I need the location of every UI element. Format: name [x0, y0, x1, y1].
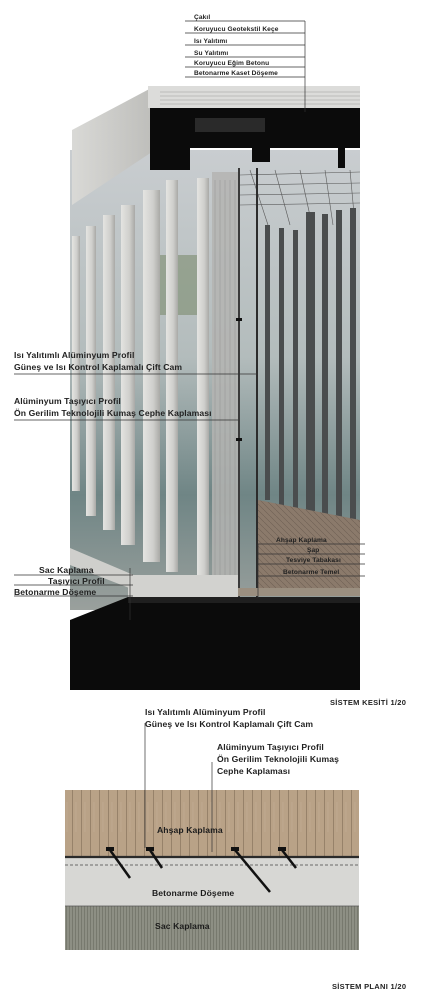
profile-clip — [236, 318, 242, 321]
slab-layer-label: Sac Kaplama — [39, 565, 94, 575]
facade-label-line1: Alüminyum Taşıyıcı Profil — [14, 396, 121, 406]
roof-insulation — [195, 118, 265, 132]
glazing-label-line1: Isı Yalıtımlı Alüminyum Profil — [14, 350, 135, 360]
glazing-label-line2: Güneş ve Isı Kontrol Kaplamalı Çift Cam — [14, 362, 183, 372]
plan-glazing-label-line2: Güneş ve Isı Kontrol Kaplamalı Çift Cam — [145, 719, 314, 729]
roof-layer-label: Koruyucu Geotekstil Keçe — [194, 26, 279, 33]
plan-sheet-cladding — [65, 906, 359, 950]
foundation-top — [128, 597, 360, 603]
plan-zone-sheet-label: Sac Kaplama — [155, 921, 210, 931]
plan-zone-wood-label: Ahşap Kaplama — [157, 825, 223, 835]
plan-facade-label-line2: Ön Gerilim Teknolojili Kumaş — [217, 754, 340, 764]
section-drawing — [70, 86, 360, 690]
plan-glazing-label-line1: Isı Yalıtımlı Alüminyum Profil — [145, 707, 266, 717]
slab-layer-label: Taşıyıcı Profil — [48, 576, 105, 586]
plan-concrete-slab — [65, 856, 359, 906]
plan-facade-label-line1: Alüminyum Taşıyıcı Profil — [217, 742, 324, 752]
floor-layer-label: Tesviye Tabakası — [286, 557, 341, 564]
floor-finish — [238, 588, 360, 596]
plan-zone-concrete-label: Betonarme Döşeme — [152, 888, 235, 898]
profile-clip — [236, 438, 242, 441]
glazing-profile — [256, 168, 258, 598]
roof-layer-label: Su Yalıtımı — [194, 50, 229, 57]
floor-layer-label: Betonarme Temel — [283, 569, 340, 576]
floor-layer-label: Ahşap Kaplama — [276, 537, 327, 544]
roof-slab-top — [148, 86, 360, 108]
section-title: SİSTEM KESİTİ 1/20 — [330, 698, 407, 707]
floor-layer-label: Şap — [307, 547, 320, 554]
roof-layer-label: Betonarme Kaset Döşeme — [194, 70, 278, 77]
roof-layer-label: Çakıl — [194, 14, 211, 21]
plan-title: SİSTEM PLANI 1/20 — [332, 982, 407, 991]
plan-facade-label-line3: Cephe Kaplaması — [217, 766, 291, 776]
foundation-section-cut — [70, 597, 360, 690]
slab-layer-label: Betonarme Döşeme — [14, 587, 97, 597]
roof-layer-label: Isı Yalıtımı — [194, 38, 228, 45]
facade-label-line2: Ön Gerilim Teknolojili Kumaş Cephe Kaplaması — [14, 408, 212, 418]
carrier-profile — [238, 168, 240, 598]
floor-slab-face — [128, 575, 238, 597]
roof-layer-label: Koruyucu Eğim Betonu — [194, 60, 270, 67]
